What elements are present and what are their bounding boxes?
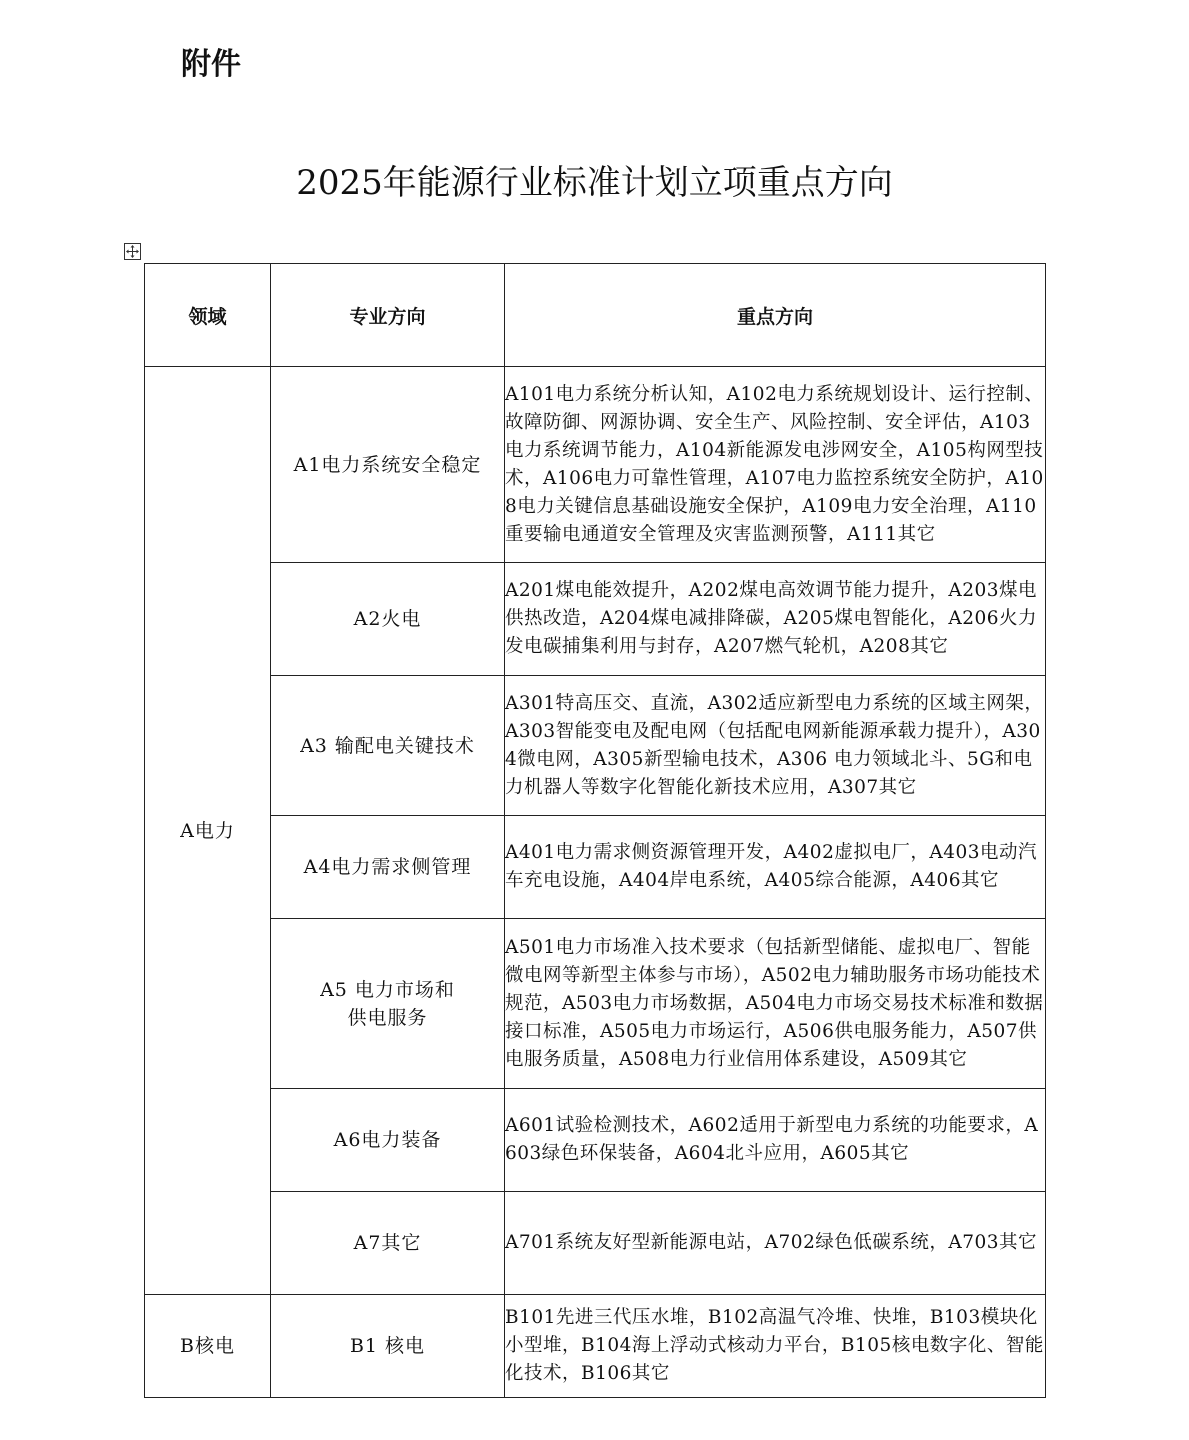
focus-cell: A401电力需求侧资源管理开发，A402虚拟电厂，A403电动汽车充电设施，A404岸电系统，A405综合能源，A406其它 — [505, 816, 1046, 919]
major-cell: A7其它 — [271, 1192, 505, 1295]
table-row — [145, 1192, 1046, 1295]
attachment-label: 附件 — [181, 47, 241, 82]
major-cell: A3 输配电关键技术 — [271, 676, 505, 816]
focus-cell: A301特高压交、直流，A302适应新型电力系统的区域主网架，A303智能变电及配电网（包括配电网新能源承载力提升），A304微电网，A305新型输电技术，A306 电力领域北斗、5G和电力机器人等数字化智能化新技术应用，A307其它 — [505, 676, 1046, 816]
page-title: 2025年能源行业标准计划立项重点方向 — [296, 163, 893, 203]
major-cell: A6电力装备 — [271, 1089, 505, 1192]
table-row — [145, 1089, 1046, 1192]
focus-cell: A501电力市场准入技术要求（包括新型储能、虚拟电厂、智能微电网等新型主体参与市场），A502电力辅助服务市场功能技术规范，A503电力市场数据，A504电力市场交易技术标准和数据接口标准，A505电力市场运行，A506供电服务能力，A507供电服务质量，A508电力行业信用体系建设，A509其它 — [505, 919, 1046, 1089]
major-cell: A5 电力市场和 供电服务 — [271, 919, 505, 1089]
focus-cell: B101先进三代压水堆，B102高温气冷堆、快堆，B103模块化小型堆，B104海上浮动式核动力平台，B105核电数字化、智能化技术，B106其它 — [505, 1295, 1046, 1398]
domain-cell-nuclear: B核电 — [145, 1295, 271, 1398]
table-row — [145, 367, 1046, 563]
standards-plan-table — [144, 263, 1046, 1398]
table-row — [145, 816, 1046, 919]
table-row — [145, 1295, 1046, 1398]
table-header-row — [145, 264, 1046, 367]
column-header-focus: 重点方向 — [505, 264, 1046, 367]
major-cell: A1电力系统安全稳定 — [271, 367, 505, 563]
column-header-domain: 领域 — [145, 264, 271, 367]
major-cell: A2火电 — [271, 563, 505, 676]
table-row — [145, 676, 1046, 816]
major-cell: A4电力需求侧管理 — [271, 816, 505, 919]
column-header-major: 专业方向 — [271, 264, 505, 367]
focus-cell: A601试验检测技术，A602适用于新型电力系统的功能要求，A603绿色环保装备，A604北斗应用，A605其它 — [505, 1089, 1046, 1192]
focus-cell: A101电力系统分析认知，A102电力系统规划设计、运行控制、故障防御、网源协调、安全生产、风险控制、安全评估，A103电力系统调节能力，A104新能源发电涉网安全，A105构网型技术，A106电力可靠性管理，A107电力监控系统安全防护，A108电力关键信息基础设施安全保护，A109电力安全治理，A110重要输电通道安全管理及灾害监测预警，A111其它 — [505, 367, 1046, 563]
domain-cell-electricity: A电力 — [145, 367, 271, 1295]
table-row — [145, 919, 1046, 1089]
major-cell: B1 核电 — [271, 1295, 505, 1398]
focus-cell: A201煤电能效提升，A202煤电高效调节能力提升，A203煤电供热改造，A204煤电减排降碳，A205煤电智能化，A206火力发电碳捕集利用与封存，A207燃气轮机，A208其它 — [505, 563, 1046, 676]
table-row — [145, 563, 1046, 676]
table-move-handle-icon[interactable] — [124, 243, 141, 260]
focus-cell: A701系统友好型新能源电站，A702绿色低碳系统，A703其它 — [505, 1192, 1046, 1295]
